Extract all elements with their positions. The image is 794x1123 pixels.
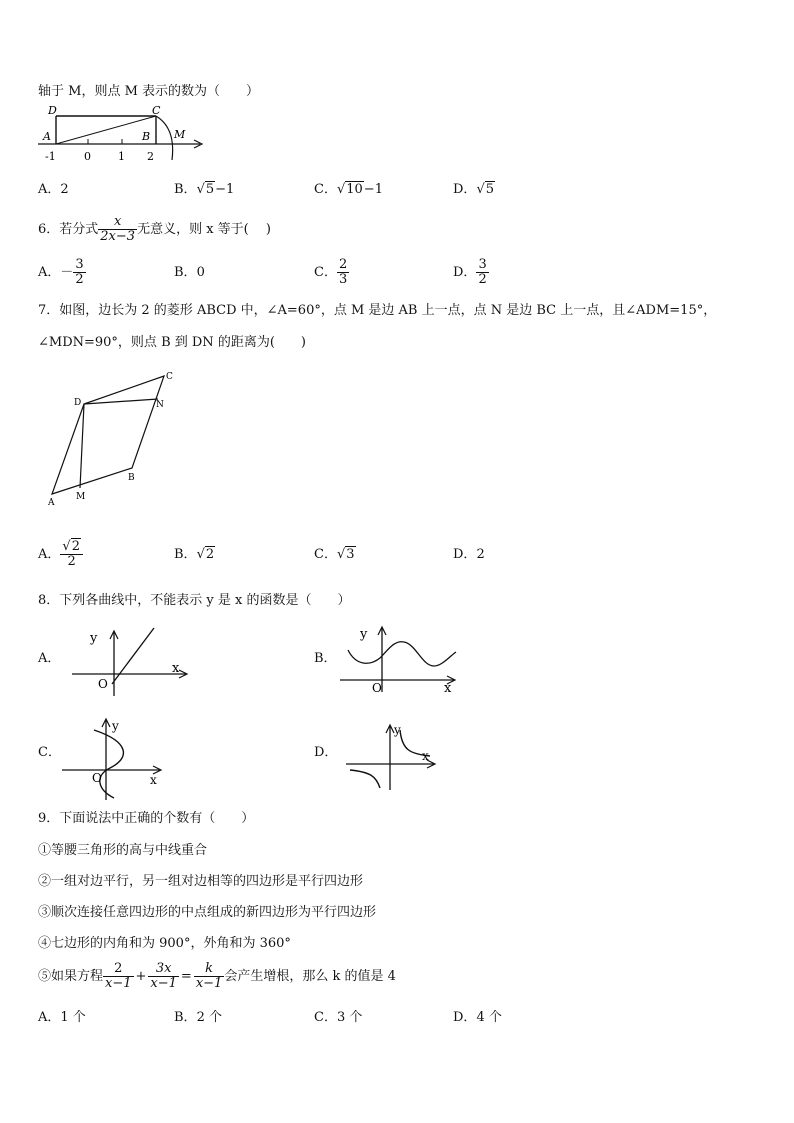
q8-graph-c bbox=[60, 714, 170, 806]
q7-label-n: N bbox=[156, 400, 164, 410]
q7-label-m: M bbox=[76, 492, 86, 502]
q9-item-4: ④七边形的内角和为 900°，外角和为 360° bbox=[38, 936, 291, 951]
sqrt-symbol: √2 bbox=[196, 547, 215, 562]
q5-tick-label-0: 0 bbox=[84, 150, 91, 163]
q5-label-d: D bbox=[48, 106, 57, 117]
q7-option-a[interactable]: A． $\frac{√2}{2}$ bbox=[38, 540, 83, 569]
sqrt-symbol: √3 bbox=[336, 547, 355, 562]
q6-stem: 6．若分式 $\frac{x}{2x-3}$ 无意义，则 x 等于( ) bbox=[38, 214, 271, 244]
sqrt-symbol: √5 bbox=[196, 182, 215, 197]
sqrt-symbol: √10 bbox=[336, 182, 363, 197]
q7-option-c[interactable]: C．√3 bbox=[314, 547, 355, 562]
q8-stem: 8．下列各曲线中，不能表示 y 是 x 的函数是（ ） bbox=[38, 593, 351, 608]
label-y: y bbox=[90, 631, 98, 646]
q9-item-3: ③顺次连接任意四边形的中点组成的新四边形为平行四边形 bbox=[38, 905, 377, 920]
q5-option-c[interactable]: C．√10−1 bbox=[314, 182, 383, 197]
label-o: O bbox=[92, 771, 102, 785]
q7-option-d[interactable]: D．2 bbox=[453, 547, 485, 562]
label-o: O bbox=[372, 681, 382, 695]
q6-option-c[interactable]: C． $\frac{2}{3}$ bbox=[314, 257, 348, 287]
q9-option-a[interactable]: A．1 个 bbox=[38, 1010, 86, 1025]
q5-tick-label-1: 1 bbox=[118, 150, 125, 163]
q5-tick-label-2: 2 bbox=[147, 150, 154, 163]
label-y: y bbox=[112, 719, 119, 733]
q9-stem: 9．下面说法中正确的个数有（ ） bbox=[38, 811, 255, 826]
label-x: x bbox=[172, 661, 180, 676]
q7-stem-line1: 7．如图，边长为 2 的菱形 ABCD 中，∠A=60°，点 M 是边 AB 上一点，点 N 是边 BC 上一点，且∠ADM=15°， bbox=[38, 303, 717, 318]
q7-rhombus-abcd bbox=[52, 376, 164, 494]
q5-tick-label-neg1: -1 bbox=[45, 150, 56, 163]
q9-item-2: ②一组对边平行，另一组对边相等的四边形是平行四边形 bbox=[38, 874, 364, 889]
q8-option-a[interactable]: A． bbox=[38, 651, 61, 666]
label-x: x bbox=[444, 681, 452, 696]
graph-c-curve bbox=[94, 730, 123, 798]
q7-label-d: D bbox=[74, 398, 82, 408]
q9-item-5: ⑤如果方程 $\frac{2}{x-1}$ + $\frac{3x}{x-1}$ = $\frac{k}{x-1}$ 会产生增根，那么 k 的值是 4 bbox=[38, 961, 396, 991]
q7-stem-line2: ∠MDN=90°，则点 B 到 DN 的距离为( ) bbox=[38, 335, 306, 350]
q5-option-a[interactable]: A．2 bbox=[38, 182, 69, 197]
q8-graph-b bbox=[338, 622, 458, 696]
q5-label-b: B bbox=[142, 130, 151, 143]
graph-a-line bbox=[112, 628, 154, 684]
sqrt-symbol: √2 bbox=[62, 539, 80, 554]
q8-option-c[interactable]: C． bbox=[38, 745, 61, 760]
q8-option-d[interactable]: D． bbox=[314, 745, 338, 760]
q5-option-d[interactable]: D．√5 bbox=[453, 182, 495, 197]
graph-b-curve bbox=[348, 642, 456, 666]
q7-label-c: C bbox=[166, 372, 173, 382]
q7-label-a: A bbox=[48, 498, 55, 508]
graph-d-curve-left bbox=[350, 770, 380, 788]
q8-graph-a bbox=[66, 622, 190, 700]
label-x: x bbox=[150, 773, 157, 787]
q6-fraction: $\frac{x}{2x-3}$ bbox=[100, 214, 136, 244]
sqrt-symbol: √5 bbox=[476, 182, 495, 197]
q5-stem-tail: 轴于 M，则点 M 表示的数为（ ） bbox=[38, 84, 260, 99]
label-y: y bbox=[360, 627, 368, 642]
q5-figure bbox=[36, 106, 216, 164]
q5-diagonal-ac bbox=[56, 116, 156, 144]
q5-label-a: A bbox=[43, 130, 51, 143]
q6-option-d[interactable]: D． $\frac{3}{2}$ bbox=[453, 257, 487, 287]
q5-arc bbox=[156, 116, 173, 160]
label-x: x bbox=[422, 749, 429, 763]
q9-option-b[interactable]: B．2 个 bbox=[174, 1010, 222, 1025]
q7-rhombus-figure bbox=[40, 368, 190, 510]
label-o: O bbox=[98, 677, 108, 691]
q9-option-c[interactable]: C．3 个 bbox=[314, 1010, 363, 1025]
q5-label-m: M bbox=[174, 128, 186, 141]
q6-option-a[interactable]: A．－ $\frac{3}{2}$ bbox=[38, 257, 84, 287]
q5-label-c: C bbox=[152, 106, 161, 117]
q9-option-d[interactable]: D．4 个 bbox=[453, 1010, 502, 1025]
q8-graph-d bbox=[344, 720, 444, 792]
q7-option-b[interactable]: B．√2 bbox=[174, 547, 215, 562]
q5-option-b[interactable]: B．√5−1 bbox=[174, 182, 235, 197]
q6-option-b[interactable]: B．0 bbox=[174, 265, 205, 280]
label-y: y bbox=[394, 723, 401, 737]
q9-item-1: ①等腰三角形的高与中线重合 bbox=[38, 843, 208, 858]
q7-label-b: B bbox=[128, 473, 135, 483]
q8-option-b[interactable]: B． bbox=[314, 651, 337, 666]
q7-segment-dm bbox=[80, 404, 84, 488]
